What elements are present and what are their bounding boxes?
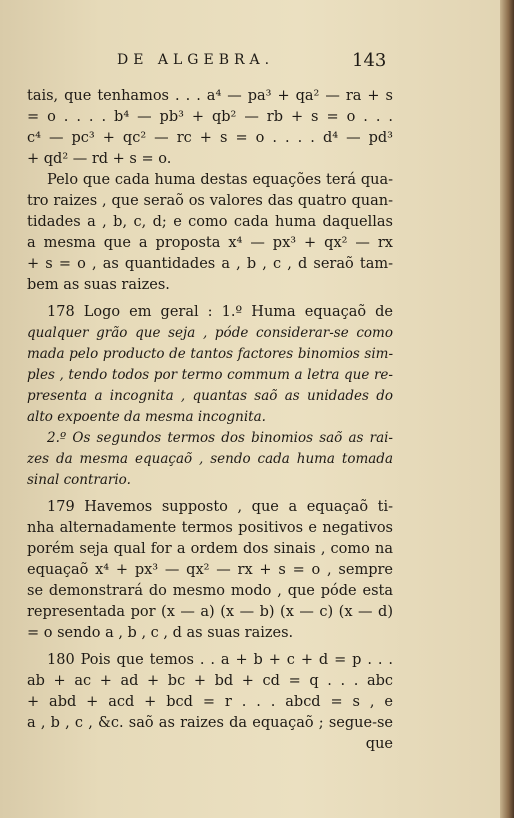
text-line: ples , tendo todos por termo commum a letra que re- xyxy=(27,367,393,383)
page-number: 143 xyxy=(352,50,387,71)
text-line: presenta a incognita , quantas saõ as unidades do xyxy=(27,388,393,404)
text-line: 180 Pois que temos . . a + b + c + d = p . . . xyxy=(47,652,393,668)
text-line: sinal contrario. xyxy=(27,472,131,488)
text-line: se demonstrará do mesmo modo , que póde esta xyxy=(27,583,393,599)
text-line: tais, que tenhamos . . . a⁴ — pa³ + qa² — ra + s xyxy=(27,88,393,104)
text-line: = o sendo a , b , c , d as suas raizes. xyxy=(27,625,294,641)
text-line: 178 Logo em geral : 1.º Huma equaçaõ de xyxy=(47,304,393,320)
text-line: Pelo que cada huma destas equações terá qua- xyxy=(47,172,393,188)
text-line: ab + ac + ad + bc + bd + cd = q . . . abc xyxy=(27,673,393,689)
text-line: nha alternadamente termos positivos e negativos xyxy=(27,520,393,536)
text-line: bem as suas raizes. xyxy=(27,277,170,293)
text-line: c⁴ — pc³ + qc² — rc + s = o . . . . d⁴ — pd³ xyxy=(27,130,393,146)
text-line: tro raizes , que seraõ os valores das quatro quan- xyxy=(27,193,393,209)
text-line: + abd + acd + bcd = r . . . abcd = s , e xyxy=(27,694,393,710)
text-line: 179 Havemos supposto , que a equaçaõ ti- xyxy=(47,499,393,515)
text-line: = o . . . . b⁴ — pb³ + qb² — rb + s = o . . . xyxy=(27,109,393,125)
text-line: porém seja qual for a ordem dos sinais , como na xyxy=(27,541,393,557)
text-line: a , b , c , &c. saõ as raizes da equaçaõ ; segue-se xyxy=(27,715,393,731)
text-line: a mesma que a proposta x⁴ — px³ + qx² — rx xyxy=(27,235,393,251)
text-line: mada pelo producto de tantos factores binomios sim- xyxy=(27,346,393,362)
text-line: zes da mesma equaçaõ , sendo cada huma tomada xyxy=(27,451,393,467)
text-line: 2.º Os segundos termos dos binomios saõ as rai- xyxy=(47,430,393,446)
page-header xyxy=(0,52,500,78)
page-body xyxy=(27,86,393,755)
text-line: + s = o , as quantidades a , b , c , d seraõ tam- xyxy=(27,256,393,272)
text-line: qualquer grão que seja , póde considerar-se como xyxy=(27,325,393,341)
text-line: tidades a , b, c, d; e como cada huma daquellas xyxy=(27,214,393,230)
book-edge xyxy=(500,0,514,818)
text-line: que xyxy=(365,736,393,752)
text-line: + qd² — rd + s = o. xyxy=(27,151,172,167)
text-line: alto expoente da mesma incognita. xyxy=(27,409,266,425)
running-head: DE ALGEBRA. xyxy=(117,52,275,68)
text-line: equaçaõ x⁴ + px³ — qx² — rx + s = o , sempre xyxy=(27,562,393,578)
text-line: representada por (x — a) (x — b) (x — c) (x — d) xyxy=(27,604,393,620)
